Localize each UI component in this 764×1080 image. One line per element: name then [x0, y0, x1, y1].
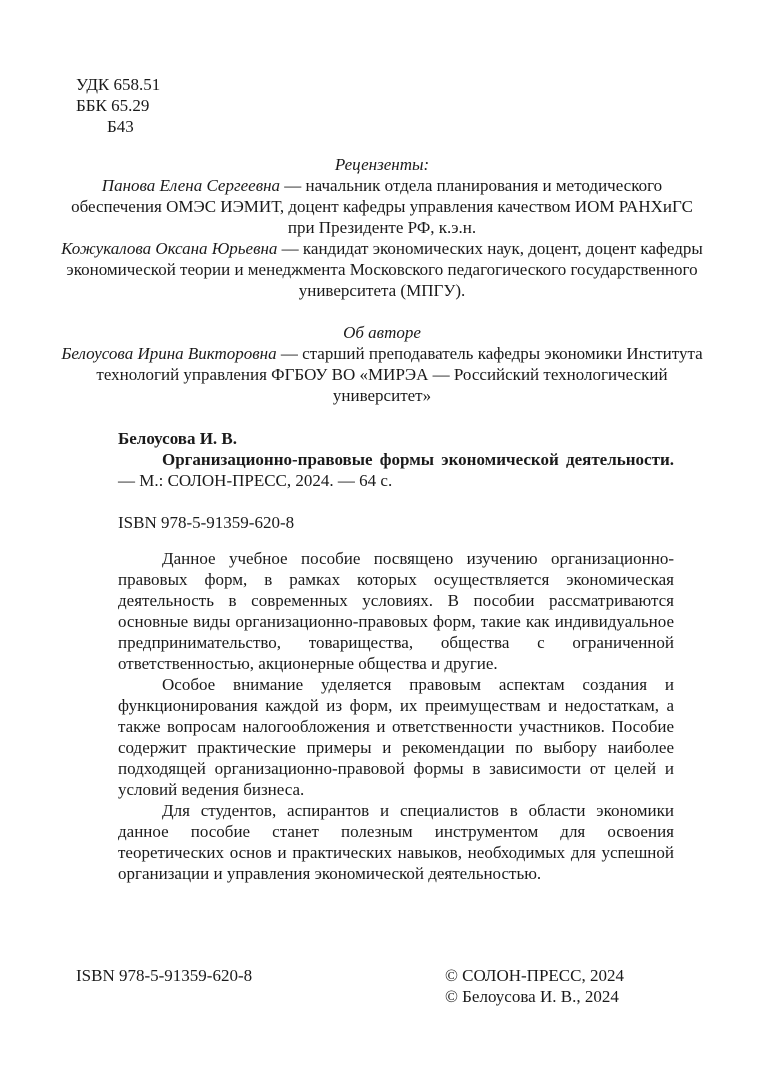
biblio-isbn: ISBN 978-5-91359-620-8: [118, 513, 295, 532]
about-author-text: — старший преподаватель кафедры экономики Института технологий управления ФГБОУ ВО «МИРЭА — Российский технологический университет»: [96, 344, 703, 405]
biblio-entry: [118, 449, 674, 491]
reviewers-section: [60, 154, 704, 301]
classification-codes: [76, 74, 160, 137]
udk-code: УДК 658.51: [76, 75, 161, 94]
about-author-name: Белоусова Ирина Викторовна: [61, 344, 277, 363]
reviewer-1-name: Панова Елена Сергеевна: [101, 176, 281, 195]
annotation: [118, 548, 674, 884]
reviewer-2-name: Кожукалова Оксана Юрьевна: [61, 239, 278, 258]
about-author-section: [60, 322, 704, 406]
biblio-title: Организационно-правовые формы экономической деятельности.: [162, 450, 674, 469]
author-mark: Б43: [107, 117, 134, 136]
reviewer-1: [60, 175, 704, 238]
biblio-author: Белоусова И. В.: [118, 429, 238, 448]
about-heading: Об авторе: [343, 323, 421, 342]
annotation-paragraph-3: Для студентов, аспирантов и специалистов в области экономики данное пособие станет полезным инструментом для освоения теоретических основ и практических навыков, необходимых для успешной организации и управления экономической деятельностью.: [118, 801, 674, 883]
copyright-author: © Белоусова И. В., 2024: [445, 987, 619, 1006]
bibliographic-record: [118, 428, 674, 533]
bbk-code: ББК 65.29: [76, 96, 150, 115]
copyright-publisher: © СОЛОН-ПРЕСС, 2024: [445, 966, 624, 985]
reviewer-2: [60, 238, 704, 301]
annotation-paragraph-2: Особое внимание уделяется правовым аспектам создания и функционирования каждой из форм, их преимуществам и недостаткам, а также вопросам налогообложения и ответственности участников. Пособие содержит практические примеры и рекомендации по выбору наиболее подходящей организационно-правовой формы в зависимости от целей и условий ведения бизнеса.: [118, 675, 674, 799]
reviewers-heading: Рецензенты:: [334, 155, 430, 174]
biblio-imprint: — М.: СОЛОН-ПРЕСС, 2024. — 64 с.: [118, 471, 393, 490]
reviewer-2-text: — кандидат экономических наук, доцент, доцент кафедры экономической теории и менеджмента Московского педагогического государственного университета (МПГУ).: [66, 239, 703, 300]
footer-copyrights: [445, 965, 624, 1007]
annotation-paragraph-1: Данное учебное пособие посвящено изучению организационно-правовых форм, в рамках которых осуществляется экономическая деятельность в современных условиях. В пособии рассматриваются основные виды организационно-правовых форм, такие как индивидуальное предпринимательство, товарищества, общества с ограниченной ответственностью, акционерные общества и другие.: [118, 549, 674, 673]
footer-isbn: ISBN 978-5-91359-620-8: [76, 966, 253, 985]
about-author: [60, 343, 704, 406]
reviewer-1-text: — начальник отдела планирования и методического обеспечения ОМЭС ИЭМИТ, доцент кафедры управления качеством ИОМ РАНХиГС при Президенте РФ, к.э.н.: [71, 176, 693, 237]
